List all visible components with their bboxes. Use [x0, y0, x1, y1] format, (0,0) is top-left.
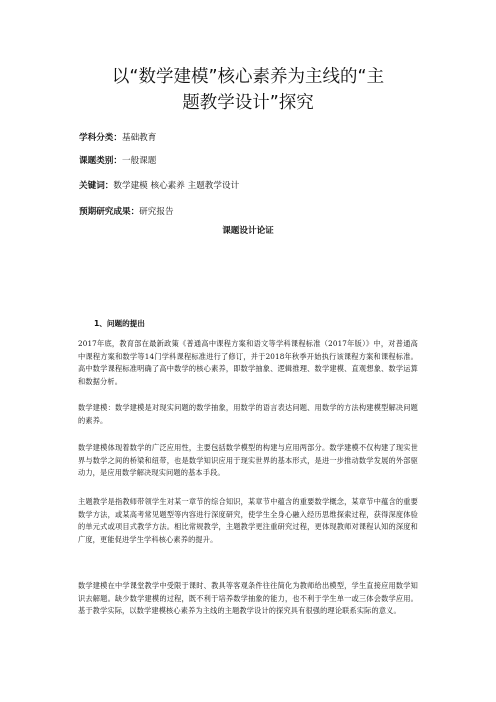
- meta-value: 基础教育: [121, 133, 157, 143]
- paragraph-1: 2017年底，教育部在最新政策《普通高中课程方案和语文等学科课程标准（2017年版）》中，对普通高中课程方案和数学等14门学科课程标准进行了修订，并于2018年秋季开始执行该课程方案和课程标准。高中数学课程标准明确了高中数学的核心素养，即数学抽象、逻辑推理、数学建模、直观想象、数学运算和数据分析。: [78, 339, 418, 386]
- meta-key: 预期研究成果：: [79, 207, 140, 217]
- meta-key: 课题类别：: [79, 156, 122, 166]
- document-title: [70, 64, 426, 116]
- paragraph-3: 数学建模体现着数学的广泛应用性，主要包括数学模型的构建与应用两部分。数学建模不仅构建了现实世界与数学之间的桥梁和纽带，也是数学知识应用于现实世界的基本形式，是进一步推动数学发展的外部驱动力，是应用数学解决现实问题的基本手段。: [78, 443, 418, 478]
- meta-value: 数学建模 核心素养 主题教学设计: [113, 181, 240, 191]
- meta-key: 关键词：: [79, 181, 114, 191]
- paragraph-5: 数学建模在中学课堂教学中受限于课时、教具等客观条件往往简化为教师给出模型，学生直接应用数学知识去解题。缺少数学建模的过程，既不利于培养数学抽象的能力，也不利于学生单一或三体会数学应用。基于教学实际，以数学建模核心素养为主线的主题教学设计的探究具有很强的理论联系实际的意义。: [78, 581, 418, 616]
- meta-value: 研究报告: [139, 207, 174, 217]
- subsection-title: 1、问题的提出: [94, 319, 145, 328]
- meta-subject-category: [79, 132, 156, 144]
- paragraph-2: 数学建模：数学建模是对现实问题的数学抽象，用数学的语言表达问题、用数学的方法构建模型解决问题的素养。: [78, 403, 418, 425]
- title-line-2: 题教学设计”探究: [182, 93, 314, 113]
- meta-expected-outcome: [79, 206, 174, 218]
- meta-topic-type: [79, 155, 156, 167]
- title-line-1: 以“数学建模”核心素养为主线的“主: [111, 67, 385, 87]
- meta-key: 学科分类：: [79, 133, 122, 143]
- paragraph-4: 主题教学是指教师带领学生对某一章节的综合知识，某章节中蕴含的重要数学概念，某章节中蕴含的重要数学方法，或某高考常见题型等内容进行深度研究，使学生全身心融入经历思维探索过程，获得深度体验的单元式或项目式教学方法。相比常规教学，主题教学更注重研究过程，更体现教师对课程认知的深度和广度，更能促进学生学科核心素养的提升。: [78, 497, 418, 544]
- meta-keywords: [79, 180, 239, 192]
- meta-value: 一般课题: [121, 156, 157, 166]
- section-title: 课题设计论证: [222, 226, 274, 236]
